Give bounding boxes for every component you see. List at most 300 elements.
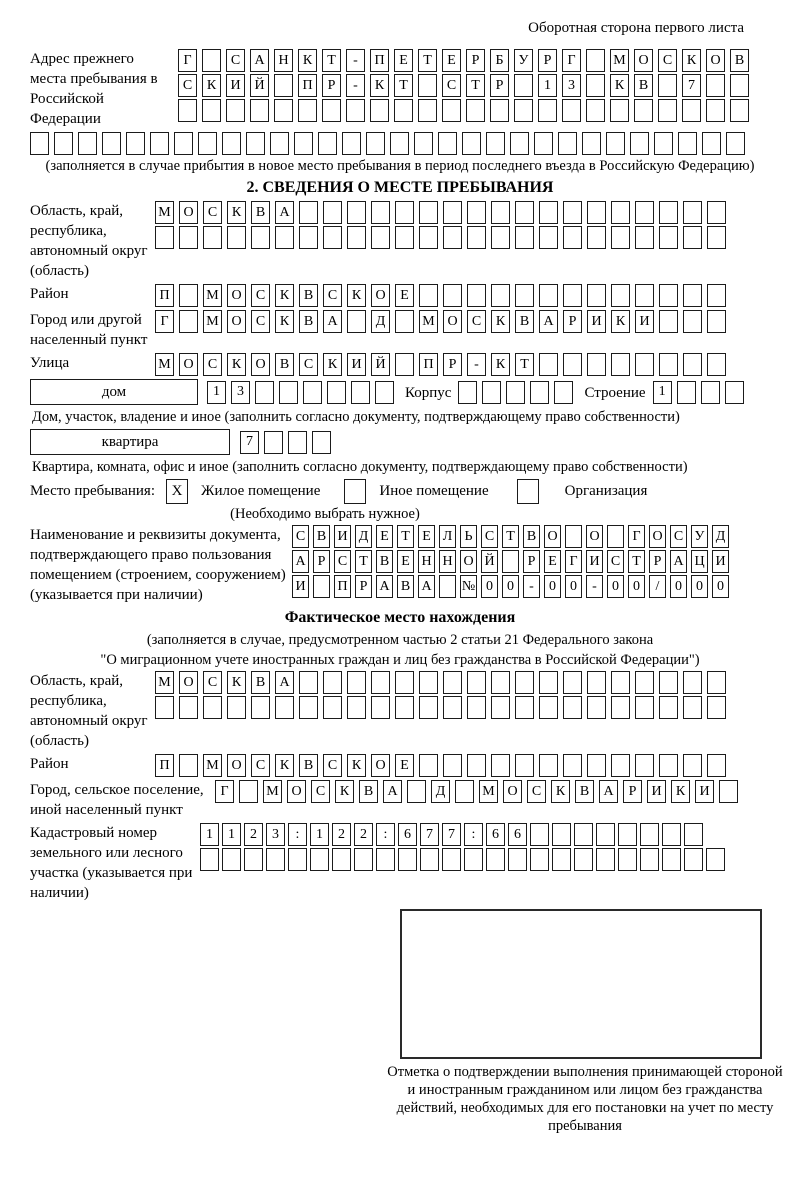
form-cell-empty [370,99,389,122]
form-cell: : [376,823,395,846]
cell-row [292,575,729,598]
form-cell-empty [587,671,606,694]
form-cell-empty [587,284,606,307]
form-cell-empty [515,696,534,719]
form-cell-empty [611,696,630,719]
form-cell: А [275,671,294,694]
form-cell-empty [707,201,726,224]
form-cell-empty [611,671,630,694]
form-cell: 0 [691,575,708,598]
form-cell-empty [298,99,317,122]
form-cell-empty [611,201,630,224]
form-cell-empty [458,381,477,404]
form-cell-empty [701,381,720,404]
form-cell-empty [438,132,457,155]
form-cell: - [523,575,540,598]
form-cell-empty [323,201,342,224]
actual-location-note-1: (заполняется в случае, предусмотренном частью 2 статьи 21 Федерального закона [146,632,654,648]
form-cell-empty [288,431,307,454]
form-cell: 3 [266,823,285,846]
form-cell-empty [323,226,342,249]
form-cell-empty [491,201,510,224]
form-cell-empty [313,575,330,598]
form-cell: Т [397,525,414,548]
form-cell: Т [322,49,341,72]
form-cell-empty [725,381,744,404]
form-cell-empty [706,74,725,97]
form-cell: О [227,310,246,333]
form-cell: К [202,74,221,97]
form-cell-empty [200,848,219,871]
form-cell: И [647,780,666,803]
form-cell-empty [634,99,653,122]
form-cell-empty [312,431,331,454]
form-cell-empty [347,310,366,333]
form-cell-empty [606,132,625,155]
form-cell: Т [466,74,485,97]
document-label: Наименование и реквизиты документа, подтверждающего право пользования помещением (строением, сооружением) (указывается при наличии) [30,527,286,603]
form-cell-empty [179,284,198,307]
form-cell-empty [102,132,121,155]
form-cell-empty [467,201,486,224]
cadastre-cells [200,823,725,873]
form-cell: А [275,201,294,224]
form-cell: С [203,201,222,224]
form-cell-empty [586,99,605,122]
form-cell-empty [419,754,438,777]
apartment-row [30,429,770,455]
form-cell: И [226,74,245,97]
form-cell: В [515,310,534,333]
form-cell-empty [443,754,462,777]
form-cell: О [443,310,462,333]
form-cell: В [299,754,318,777]
form-cell: Р [538,49,557,72]
form-cell-empty [658,99,677,122]
form-cell: К [227,671,246,694]
form-cell-empty [203,696,222,719]
form-cell: М [203,284,222,307]
cell-row [155,284,726,307]
form-cell: К [671,780,690,803]
house-row [30,379,770,405]
actual-district-row [30,754,770,777]
form-cell-empty [226,99,245,122]
actual-city-label: Город, сельское поселение, иной населенный пункт [30,782,204,818]
form-cell-empty [587,201,606,224]
form-cell-empty [611,226,630,249]
form-cell-empty [682,99,701,122]
form-cell-empty [418,74,437,97]
form-cell: О [179,353,198,376]
form-cell-empty [683,353,702,376]
form-cell: К [335,780,354,803]
form-cell-empty [630,132,649,155]
form-cell-empty [611,754,630,777]
form-cell: О [649,525,666,548]
form-cell: С [527,780,546,803]
form-cell-empty [539,754,558,777]
stroenie-label: Строение [584,385,646,401]
form-cell-empty [150,132,169,155]
form-cell-empty [552,823,571,846]
form-cell: Д [712,525,729,548]
form-cell: Н [274,49,293,72]
stay-type-note: (Необходимо выбрать нужное) [230,506,420,522]
form-cell-empty [203,226,222,249]
form-cell-empty [202,49,221,72]
form-cell-empty [683,226,702,249]
form-cell: М [203,310,222,333]
form-cell: Б [490,49,509,72]
form-cell-empty [179,226,198,249]
form-cell: О [371,284,390,307]
form-cell-empty [443,226,462,249]
form-cell-empty [155,696,174,719]
form-cell-empty [706,848,725,871]
form-cell: 2 [332,823,351,846]
form-cell: А [323,310,342,333]
form-cell: Р [490,74,509,97]
form-cell-empty [554,381,573,404]
form-cell-empty [563,226,582,249]
form-cell: И [347,353,366,376]
form-cell: К [323,353,342,376]
prev-address-overflow-row [30,132,770,155]
form-cell: Г [628,525,645,548]
form-cell-empty [464,848,483,871]
form-cell-empty [222,132,241,155]
form-cell-empty [395,671,414,694]
form-cell-empty [491,696,510,719]
form-cell-empty [659,284,678,307]
form-cell: - [586,575,603,598]
prev-address-label: Адрес прежнего места пребывания в Российской Федерации [30,51,158,127]
form-cell-empty [678,132,697,155]
form-cell: Г [565,550,582,573]
form-cell-empty [467,671,486,694]
house-note: Дом, участок, владение и иное (заполнить согласно документу, подтверждающему право собственности) [32,409,680,425]
form-cell: Т [355,550,372,573]
form-cell-empty [582,132,601,155]
form-cell-empty [659,353,678,376]
form-cell: М [263,780,282,803]
form-cell-empty [658,74,677,97]
form-cell: Р [563,310,582,333]
form-cell: С [323,754,342,777]
form-cell-empty [467,226,486,249]
form-cell-empty [574,823,593,846]
form-cell: 7 [420,823,439,846]
form-cell-empty [467,754,486,777]
form-cell-empty [323,696,342,719]
form-cell-empty [371,226,390,249]
form-cell: О [706,49,725,72]
form-cell: Л [439,525,456,548]
form-cell-empty [442,848,461,871]
form-cell-empty [486,132,505,155]
form-cell: О [227,284,246,307]
form-cell: В [359,780,378,803]
form-cell-empty [419,201,438,224]
form-cell-empty [376,848,395,871]
form-cell: Ь [460,525,477,548]
form-cell-empty [635,671,654,694]
form-cell: А [539,310,558,333]
form-cell: 0 [628,575,645,598]
form-cell-empty [491,754,510,777]
form-cell: М [155,201,174,224]
form-cell-empty [707,696,726,719]
form-cell-empty [251,226,270,249]
form-cell: К [275,310,294,333]
cell-row [155,201,726,224]
form-cell-empty [659,201,678,224]
form-cell-empty [515,754,534,777]
form-cell-empty [506,381,525,404]
form-cell: 0 [481,575,498,598]
form-cell-empty [683,284,702,307]
form-cell: В [376,550,393,573]
form-cell-empty [659,696,678,719]
form-cell-empty [299,201,318,224]
form-cell: С [442,74,461,97]
form-cell: И [635,310,654,333]
form-cell: А [383,780,402,803]
form-cell-empty [371,671,390,694]
cell-row [155,310,726,333]
form-cell: О [287,780,306,803]
form-cell: С [607,550,624,573]
form-cell-empty [683,201,702,224]
form-cell: Т [502,525,519,548]
form-cell: И [587,310,606,333]
form-cell-empty [610,99,629,122]
form-cell: В [634,74,653,97]
document-row [30,525,770,605]
form-cell: С [203,671,222,694]
page-header-note: Оборотная сторона первого листа [528,20,744,36]
form-cell-empty [683,310,702,333]
form-cell-empty [202,99,221,122]
form-cell: 0 [544,575,561,598]
form-cell-empty [414,132,433,155]
checkbox-other-premises [344,479,366,504]
form-cell-empty [730,74,749,97]
section2-title: 2. СВЕДЕНИЯ О МЕСТЕ ПРЕБЫВАНИЯ [246,179,554,196]
korpus-cells [458,381,573,404]
cell-row [200,848,725,871]
option-residential-label: Жилое помещение [201,483,321,499]
form-cell: В [299,310,318,333]
form-cell: 6 [508,823,527,846]
actual-city-row [30,780,770,820]
form-cell: О [251,353,270,376]
form-cell: К [227,353,246,376]
form-cell-empty [563,353,582,376]
form-cell: Е [394,49,413,72]
form-cell-empty [371,696,390,719]
form-cell-empty [515,201,534,224]
form-cell-empty [398,848,417,871]
form-cell: 7 [442,823,461,846]
form-cell: К [275,284,294,307]
confirmation-mark-box [400,909,762,1059]
form-cell-empty [443,284,462,307]
form-cell: Д [355,525,372,548]
document-cells [292,525,729,600]
form-cell-empty [371,201,390,224]
form-cell: Й [371,353,390,376]
form-cell-empty [78,132,97,155]
form-cell-empty [640,823,659,846]
form-cell-empty [659,310,678,333]
form-cell: Р [313,550,330,573]
form-cell-empty [275,226,294,249]
form-cell-empty [510,132,529,155]
form-cell-empty [596,823,615,846]
form-cell: Г [215,780,234,803]
form-cell-empty [442,99,461,122]
form-cell: Р [649,550,666,573]
form-cell-empty [407,780,426,803]
form-cell-empty [563,754,582,777]
form-cell: Е [395,754,414,777]
form-cell-empty [179,310,198,333]
form-cell-empty [443,671,462,694]
form-cell-empty [310,848,329,871]
form-cell-empty [239,780,258,803]
form-cell: 3 [231,381,250,404]
form-cell: У [691,525,708,548]
form-cell-empty [455,780,474,803]
form-cell-empty [250,99,269,122]
form-cell-empty [702,132,721,155]
form-cell-empty [419,226,438,249]
form-cell-empty [596,848,615,871]
region-label: Область, край, республика, автономный округ (область) [30,203,148,279]
form-cell-empty [719,780,738,803]
form-cell-empty [635,353,654,376]
form-cell: К [347,754,366,777]
form-cell-empty [563,201,582,224]
form-cell-empty [726,132,745,155]
form-cell: 6 [398,823,417,846]
form-cell-empty [246,132,265,155]
form-cell-empty [346,99,365,122]
form-cell: А [599,780,618,803]
form-cell-empty [707,754,726,777]
cell-row [155,353,726,376]
form-cell: М [155,353,174,376]
form-cell-empty [303,381,322,404]
form-cell: С [299,353,318,376]
cell-row [200,823,725,846]
form-cell: Д [431,780,450,803]
form-cell: М [610,49,629,72]
form-cell: К [491,353,510,376]
form-cell: С [323,284,342,307]
cell-row [155,696,726,719]
form-cell: 0 [607,575,624,598]
form-cell: О [544,525,561,548]
form-cell-empty [270,132,289,155]
form-cell-empty [491,226,510,249]
form-cell: Й [250,74,269,97]
cell-row [292,550,729,573]
actual-location-note-2: "О миграционном учете иностранных граждан и лиц без гражданства в Российской Федерации") [100,652,700,668]
form-cell-empty [395,353,414,376]
form-cell-empty [322,99,341,122]
actual-district-label: Район [30,756,69,772]
checkbox-residential: X [166,479,188,504]
form-cell: О [503,780,522,803]
form-cell-empty [491,671,510,694]
form-cell-empty [563,284,582,307]
form-cell-empty [677,381,696,404]
form-cell: К [275,754,294,777]
form-cell-empty [482,381,501,404]
form-cell: 0 [712,575,729,598]
form-cell-empty [587,754,606,777]
form-cell-empty [443,696,462,719]
form-cell: К [298,49,317,72]
form-cell: Н [439,550,456,573]
form-cell: В [251,201,270,224]
form-cell-empty [514,74,533,97]
form-cell: Е [418,525,435,548]
form-cell-empty [539,284,558,307]
form-cell-empty [395,226,414,249]
form-cell-empty [467,696,486,719]
form-cell-empty [251,696,270,719]
form-cell-empty [275,696,294,719]
form-cell-empty [530,823,549,846]
option-other-premises-label: Иное помещение [379,483,489,499]
form-cell-empty [54,132,73,155]
actual-region-label: Область, край, республика, автономный округ (область) [30,673,148,749]
form-cell: И [712,550,729,573]
form-cell: Р [322,74,341,97]
form-cell-empty [635,696,654,719]
form-cell: В [299,284,318,307]
form-cell-empty [418,99,437,122]
form-cell-empty [558,132,577,155]
form-cell-empty [266,848,285,871]
form-cell-empty [508,848,527,871]
form-cell-empty [30,132,49,155]
form-cell: М [203,754,222,777]
form-cell-empty [502,550,519,573]
form-cell: К [491,310,510,333]
form-cell-empty [342,132,361,155]
form-cell: В [251,671,270,694]
form-cell-empty [611,353,630,376]
form-cell: С [467,310,486,333]
form-cell: П [298,74,317,97]
form-cell-empty [264,431,283,454]
form-cell-empty [395,201,414,224]
form-cell: Й [481,550,498,573]
form-cell: С [251,310,270,333]
form-cell-empty [539,201,558,224]
form-cell: Д [371,310,390,333]
form-cell: В [575,780,594,803]
form-cell: Р [466,49,485,72]
form-cell: Р [623,780,642,803]
form-cell: Т [418,49,437,72]
form-cell-empty [534,132,553,155]
